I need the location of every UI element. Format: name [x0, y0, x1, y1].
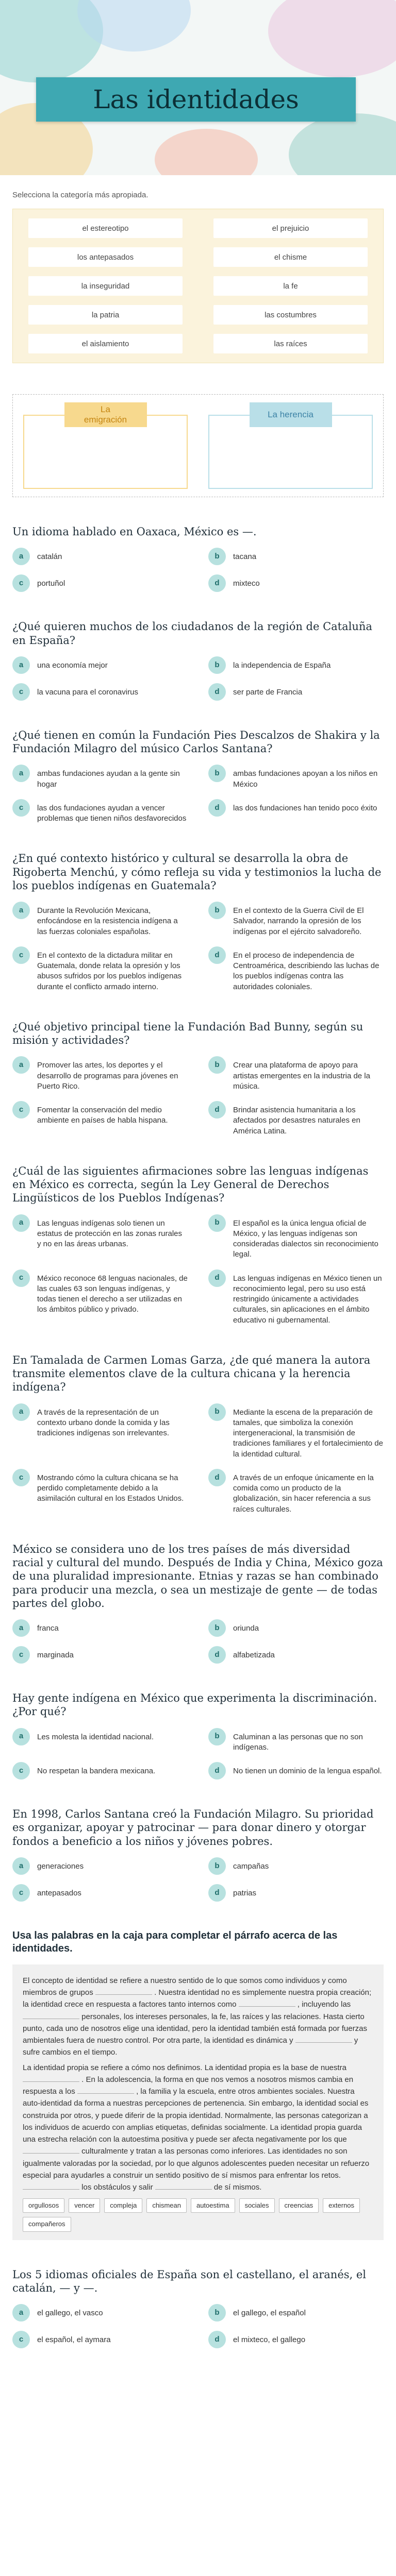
option-text: el mixteco, el gallego [233, 2335, 306, 2345]
option-text: Mostrando cómo la cultura chicana se ha perdido completamente debido a la asimilación cultural en los Estados Unidos. [37, 1473, 184, 1503]
answer-option[interactable] [208, 548, 384, 565]
category-item[interactable]: la fe [213, 276, 368, 296]
answer-option[interactable] [208, 1469, 384, 1515]
answer-option[interactable] [12, 946, 188, 992]
cloze-text: , la familia y la escuela, entre otros ambientes sociales. Nuestra auto-identidad da forma a nuestras percepciones de pertenencia. Sin embargo, la identidad social es construida por otros, y puede diferir de la propia identidad. Normalmente, las personas categorizan a los individuos de acuerdo con amplias etiquetas, definidas socialmente. La identidad propia guarda una estrecha relación con la autoestima positiva y puede ser afecta negativamente por los que [23, 2087, 369, 2144]
answer-option[interactable] [208, 765, 384, 790]
blank-field[interactable] [23, 2075, 79, 2082]
answer-option[interactable] [208, 1214, 384, 1260]
answer-option[interactable] [208, 1762, 384, 1780]
option-letter: c [12, 2331, 30, 2348]
blank-field[interactable] [295, 2036, 352, 2043]
answer-option[interactable] [12, 1269, 188, 1326]
question [12, 1807, 384, 1902]
answer-option[interactable] [12, 799, 188, 824]
option-letter: b [208, 656, 226, 674]
question [12, 620, 384, 701]
option-text: mixteco [233, 579, 260, 588]
title-box [36, 77, 356, 122]
answer-option[interactable] [12, 1884, 188, 1902]
category-grid [28, 218, 368, 353]
question-text: Un idioma hablado en Oaxaca, México es —. [12, 526, 257, 538]
category-item[interactable]: la patria [28, 305, 183, 325]
blank-field[interactable] [77, 2087, 134, 2094]
option-text: tacana [233, 552, 257, 562]
option-text: alfabetizada [233, 1651, 275, 1659]
cloze-paragraph [23, 1975, 373, 2059]
category-item[interactable]: el estereotipo [28, 218, 183, 238]
answer-option[interactable] [12, 2304, 188, 2321]
question-text: ¿Qué tienen en común la Fundación Pies Descalzos de Shakira y la Fundación Milagro del músico Carlos Santana? [12, 728, 380, 755]
option-letter: d [208, 683, 226, 701]
cloze-text: de sí mismos. [211, 2183, 262, 2192]
blank-field[interactable] [23, 2146, 79, 2154]
option-letter: a [12, 1214, 30, 1232]
category-item[interactable]: las costumbres [213, 305, 368, 325]
options-grid [12, 548, 384, 592]
option-letter: d [208, 574, 226, 592]
option-letter: a [12, 765, 30, 782]
option-letter: a [12, 1857, 30, 1875]
options-grid [12, 1056, 384, 1137]
option-text: México reconoce 68 lenguas nacionales, de las cuales 63 son lenguas indígenas, y todas tienen el derecho a ser utilizadas en los ámbitos público y privado. [37, 1274, 188, 1314]
activity-instruction: Selecciona la categoría más apropiada. [12, 191, 148, 199]
answer-option[interactable] [208, 1884, 384, 1902]
option-text: Crear una plataforma de apoyo para artistas emergentes en la industria de la música. [233, 1061, 370, 1091]
cloze-text: los obstáculos y salir [79, 2183, 155, 2192]
answer-option[interactable] [12, 683, 188, 701]
question [12, 1164, 384, 1326]
cloze-text: El concepto de identidad se refiere a nuestro sentido de lo que somos como individuos y como miembros de grupos [23, 1976, 347, 1997]
option-letter: b [208, 765, 226, 782]
options-grid [12, 1214, 384, 1326]
option-text: una economía mejor [37, 660, 108, 670]
word-chip[interactable]: autoestima [191, 2198, 235, 2213]
option-letter: b [208, 548, 226, 565]
option-text: patrias [233, 1888, 257, 1897]
page-title: Las identidades [93, 84, 299, 114]
answer-option[interactable] [208, 1403, 384, 1460]
word-chip[interactable]: externos [323, 2198, 360, 2213]
cloze-text: culturalmente y tratan a las personas como inferiores. Las identidades no son igualmente valoradas por la sociedad, por lo que algunos adolescentes pueden necesitar un refuerzo especial para ayudarles a construir un sentido positivo de sí mismos para enfrentar los retos. [23, 2147, 370, 2180]
header-banner [0, 0, 396, 175]
option-letter: a [12, 902, 30, 919]
answer-option[interactable] [208, 1619, 384, 1637]
cloze-text: y sufre cambios en el tiempo. [23, 2036, 358, 2057]
answer-option[interactable] [208, 799, 384, 824]
cloze-text: , incluyendo las [295, 2000, 351, 2009]
word-chip[interactable]: vencer [69, 2198, 100, 2213]
option-text: catalán [37, 552, 62, 562]
option-text: la vacuna para el coronavirus [37, 687, 138, 697]
options-grid [12, 2304, 384, 2348]
answer-option[interactable] [208, 1857, 384, 1875]
decor-shape [268, 0, 396, 77]
option-text: generaciones [37, 1861, 84, 1871]
cloze-paragraph [23, 2062, 373, 2194]
question-text: ¿Qué quieren muchos de los ciudadanos de la región de Cataluña en España? [12, 620, 372, 647]
answer-option[interactable] [208, 2331, 384, 2348]
option-letter: d [208, 1469, 226, 1486]
question [12, 1543, 384, 1664]
option-text: Caluminan a las personas que no son indígenas. [233, 1732, 363, 1752]
question-text: ¿Qué objetivo principal tiene la Fundación Bad Bunny, según su misión y actividades? [12, 1020, 364, 1046]
option-text: No respetan la bandera mexicana. [37, 1767, 156, 1775]
word-chip[interactable]: creencias [279, 2198, 319, 2213]
options-grid [12, 656, 384, 701]
option-text: ser parte de Francia [233, 687, 303, 697]
cloze-section [12, 1929, 384, 2240]
option-letter: c [12, 1762, 30, 1780]
category-box [12, 209, 384, 363]
option-text: A través de la representación de un contexto urbano donde la comida y las tradiciones indígenas son irrelevantes. [37, 1408, 170, 1437]
option-letter: b [208, 2304, 226, 2321]
answer-option[interactable] [208, 2304, 384, 2321]
option-letter: c [12, 799, 30, 817]
question [12, 728, 384, 824]
answer-option[interactable] [12, 1214, 188, 1260]
answer-option[interactable] [208, 574, 384, 592]
options-grid [12, 1403, 384, 1515]
option-text: ambas fundaciones ayudan a la gente sin hogar [37, 769, 180, 789]
option-letter: a [12, 1403, 30, 1421]
option-letter: a [12, 1728, 30, 1745]
word-chip[interactable]: compleja [104, 2198, 142, 2213]
cloze-text: . En la adolescencia, la forma en que nos vemos a nosotros mismos cambia en respuesta a los [23, 2075, 354, 2096]
option-text: campañas [233, 1861, 269, 1871]
option-letter: c [12, 1884, 30, 1902]
question-text: En Tamalada de Carmen Lomas Garza, ¿de qué manera la autora transmite elementos clave de la cultura chicana y la herencia indígena? [12, 1353, 371, 1394]
category-item[interactable]: la inseguridad [28, 276, 183, 296]
answer-option[interactable] [12, 574, 188, 592]
answer-option[interactable] [12, 656, 188, 674]
answer-option[interactable] [208, 1269, 384, 1326]
option-letter: a [12, 656, 30, 674]
blank-field[interactable] [23, 2182, 79, 2190]
option-text: oriunda [233, 1624, 259, 1633]
answer-option[interactable] [208, 683, 384, 701]
category-item[interactable]: el prejuicio [213, 218, 368, 238]
option-letter: a [12, 548, 30, 565]
blank-field[interactable] [155, 2182, 212, 2190]
answer-option[interactable] [12, 1728, 188, 1753]
answer-option[interactable] [208, 1101, 384, 1137]
question [12, 525, 384, 592]
question-text: Hay gente indígena en México que experimenta la discriminación. ¿Por qué? [12, 1692, 377, 1718]
option-letter: d [208, 1884, 226, 1902]
option-text: En el proceso de independencia de Centroamérica, describiendo las luchas de los pueblos indígenas contra las autoridades coloniales. [233, 951, 380, 991]
cloze-text: . Nuestra identidad no es simplemente nuestra propia creación; la identidad crece en respuesta a factores tanto internos como [23, 1988, 372, 2009]
option-letter: b [208, 1403, 226, 1421]
cloze-passage [12, 1964, 384, 2240]
question [12, 852, 384, 992]
decor-shape [289, 113, 396, 175]
cloze-text: personales, los intereses personales, la fe, las raíces y las relaciones. Hasta cierto punto, cada uno de nosotros elige una identidad, pero la identidad también está formada por fuerzas ambientales fuera de nuestro control. Por otra parte, la identidad es dinámica y [23, 2012, 367, 2045]
blank-field[interactable] [95, 1988, 152, 1995]
answer-option[interactable] [208, 902, 384, 937]
option-letter: a [12, 1056, 30, 1074]
word-chip[interactable]: orgullosos [23, 2198, 64, 2213]
answer-option[interactable] [12, 1056, 188, 1092]
word-chip[interactable]: sociales [239, 2198, 275, 2213]
option-text: Mediante la escena de la preparación de tamales, que simboliza la conexión intergeneracional, la transmisión de tradiciones familiares y el fortalecimiento de la identidad cultural. [233, 1408, 383, 1459]
option-letter: b [208, 1619, 226, 1637]
option-text: las dos fundaciones ayudan a vencer problemas que tienen niños desfavorecidos [37, 803, 187, 823]
answer-option[interactable] [12, 2331, 188, 2348]
option-text: El español es la única lengua oficial de México, y las lenguas indígenas son consideradas dialectos sin reconocimiento legal. [233, 1218, 378, 1259]
main-content [12, 191, 384, 2348]
option-letter: c [12, 946, 30, 964]
option-text: Fomentar la conservación del medio ambiente en países de habla hispana. [37, 1106, 168, 1125]
option-letter: d [208, 1762, 226, 1780]
word-chip[interactable]: compañeros [23, 2217, 71, 2231]
question-text: ¿Cuál de las siguientes afirmaciones sobre las lenguas indígenas en México es correcta, según la Ley General de Derechos Lingüísticos de los Pueblos Indígenas? [12, 1164, 369, 1205]
blank-field[interactable] [23, 2012, 79, 2019]
question-text: En 1998, Carlos Santana creó la Fundación Milagro. Su prioridad es organizar, apoyar y patrocinar — para donar dinero y otorgar fondos a beneficio a los niños y jóvenes pobres. [12, 1808, 374, 1848]
option-letter: d [208, 946, 226, 964]
option-text: el gallego, el vasco [37, 2309, 103, 2318]
option-letter: b [208, 1857, 226, 1875]
option-text: antepasados [37, 1888, 81, 1897]
question-text: Los 5 idiomas oficiales de España son el castellano, el aranés, el catalán, — y —. [12, 2268, 367, 2294]
question [12, 2268, 384, 2349]
answer-option[interactable] [12, 1762, 188, 1780]
option-text: No tienen un dominio de la lengua español. [233, 1767, 382, 1775]
answer-option[interactable] [208, 656, 384, 674]
answer-option[interactable] [12, 1857, 188, 1875]
option-letter: c [12, 1646, 30, 1664]
cloze-heading: Usa las palabras en la caja para completar el párrafo acerca de las identidades. [12, 1929, 338, 1954]
option-letter: c [12, 1269, 30, 1287]
options-grid [12, 1728, 384, 1780]
drop-zones [12, 394, 384, 497]
option-text: portuñol [37, 579, 65, 588]
category-item[interactable]: los antepasados [28, 247, 183, 267]
word-chip[interactable]: chismean [146, 2198, 187, 2213]
answer-option[interactable] [12, 1619, 188, 1637]
answer-option[interactable] [208, 1728, 384, 1753]
drop-zone-herencia[interactable] [208, 402, 373, 489]
option-text: Promover las artes, los deportes y el desarrollo de programas para jóvenes en Puerto Rico. [37, 1061, 178, 1091]
question [12, 1691, 384, 1780]
option-text: Brindar asistencia humanitaria a los afectados por desastres naturales en América Latina. [233, 1106, 360, 1136]
option-text: Las lenguas indígenas en México tienen un reconocimiento legal, pero su uso está restringido únicamente a actividades culturales, sin aplicaciones en el ámbito educativo ni gubernamental. [233, 1274, 382, 1325]
option-letter: d [208, 799, 226, 817]
option-letter: a [12, 2304, 30, 2321]
option-letter: d [208, 1101, 226, 1118]
option-text: Les molesta la identidad nacional. [37, 1732, 154, 1741]
answer-option[interactable] [12, 1469, 188, 1515]
answer-option[interactable] [12, 1403, 188, 1460]
options-grid [12, 902, 384, 992]
options-grid [12, 1857, 384, 1902]
option-letter: b [208, 1728, 226, 1745]
option-letter: d [208, 1646, 226, 1664]
option-letter: c [12, 574, 30, 592]
option-letter: b [208, 1056, 226, 1074]
question [12, 1020, 384, 1137]
option-letter: b [208, 1214, 226, 1232]
word-bank [23, 2198, 373, 2231]
option-letter: b [208, 902, 226, 919]
category-item[interactable]: el chisme [213, 247, 368, 267]
option-letter: c [12, 1101, 30, 1118]
question-text: México se considera uno de los tres países de más diversidad racial y cultural del mundo. Después de India y China, México goza de una pluralidad impresionante. Etnias y razas se han combinado para producir una mezcla, o sea un mestizaje de gente — de todas partes del globo. [12, 1543, 383, 1609]
option-text: A través de un enfoque únicamente en la comida como un producto de la globalización, sin hacer referencia a sus raíces culturales. [233, 1473, 374, 1514]
answer-option[interactable] [12, 902, 188, 937]
option-text: En el contexto de la dictadura militar en Guatemala, donde relata la opresión y los abusos sufridos por los pueblos indígenas durante el conflicto armado interno. [37, 951, 182, 991]
option-text: el español, el aymara [37, 2335, 111, 2345]
answer-option[interactable] [12, 1101, 188, 1137]
option-text: la independencia de España [233, 660, 331, 670]
answer-option[interactable] [12, 765, 188, 790]
option-letter: d [208, 2331, 226, 2348]
question-list [12, 525, 384, 1902]
answer-option[interactable] [12, 1646, 188, 1664]
option-text: franca [37, 1624, 59, 1633]
option-letter: d [208, 1269, 226, 1287]
option-text: Durante la Revolución Mexicana, enfocándose en la resistencia indígena a las fuerzas coloniales españolas. [37, 906, 178, 936]
options-grid [12, 765, 384, 824]
option-text: marginada [37, 1651, 74, 1659]
option-text: En el contexto de la Guerra Civil de El Salvador, narrando la opresión de los indígenas por el ejército salvadoreño. [233, 906, 364, 936]
drop-label-emigracion: La emigración [64, 402, 147, 427]
option-text: las dos fundaciones han tenido poco éxito [233, 803, 377, 812]
options-grid [12, 1619, 384, 1664]
question-text: ¿En qué contexto histórico y cultural se desarrolla la obra de Rigoberta Menchú, y cómo refleja su vida y testimonios la lucha de los pueblos indígenas en Guatemala? [12, 852, 382, 892]
option-text: el gallego, el español [233, 2309, 306, 2318]
answer-option[interactable] [12, 548, 188, 565]
question [12, 1353, 384, 1515]
answer-option[interactable] [208, 946, 384, 992]
answer-option[interactable] [208, 1056, 384, 1092]
option-text: ambas fundaciones apoyan a los niños en México [233, 769, 378, 789]
drop-label-herencia: La herencia [250, 402, 332, 427]
option-letter: a [12, 1619, 30, 1637]
decor-shape [155, 129, 258, 175]
category-item[interactable]: el aislamiento [28, 334, 183, 353]
answer-option[interactable] [208, 1646, 384, 1664]
blank-field[interactable] [239, 1999, 295, 2007]
option-letter: c [12, 683, 30, 701]
option-text: Las lenguas indígenas solo tienen un estatus de protección en las zonas rurales y no en las áreas urbanas. [37, 1218, 182, 1248]
cloze-text: La identidad propia se refiere a cómo nos definimos. La identidad propia es la base de nuestra [23, 2063, 346, 2072]
option-letter: c [12, 1469, 30, 1486]
category-item[interactable]: las raíces [213, 334, 368, 353]
drop-zone-emigracion[interactable] [23, 402, 188, 489]
